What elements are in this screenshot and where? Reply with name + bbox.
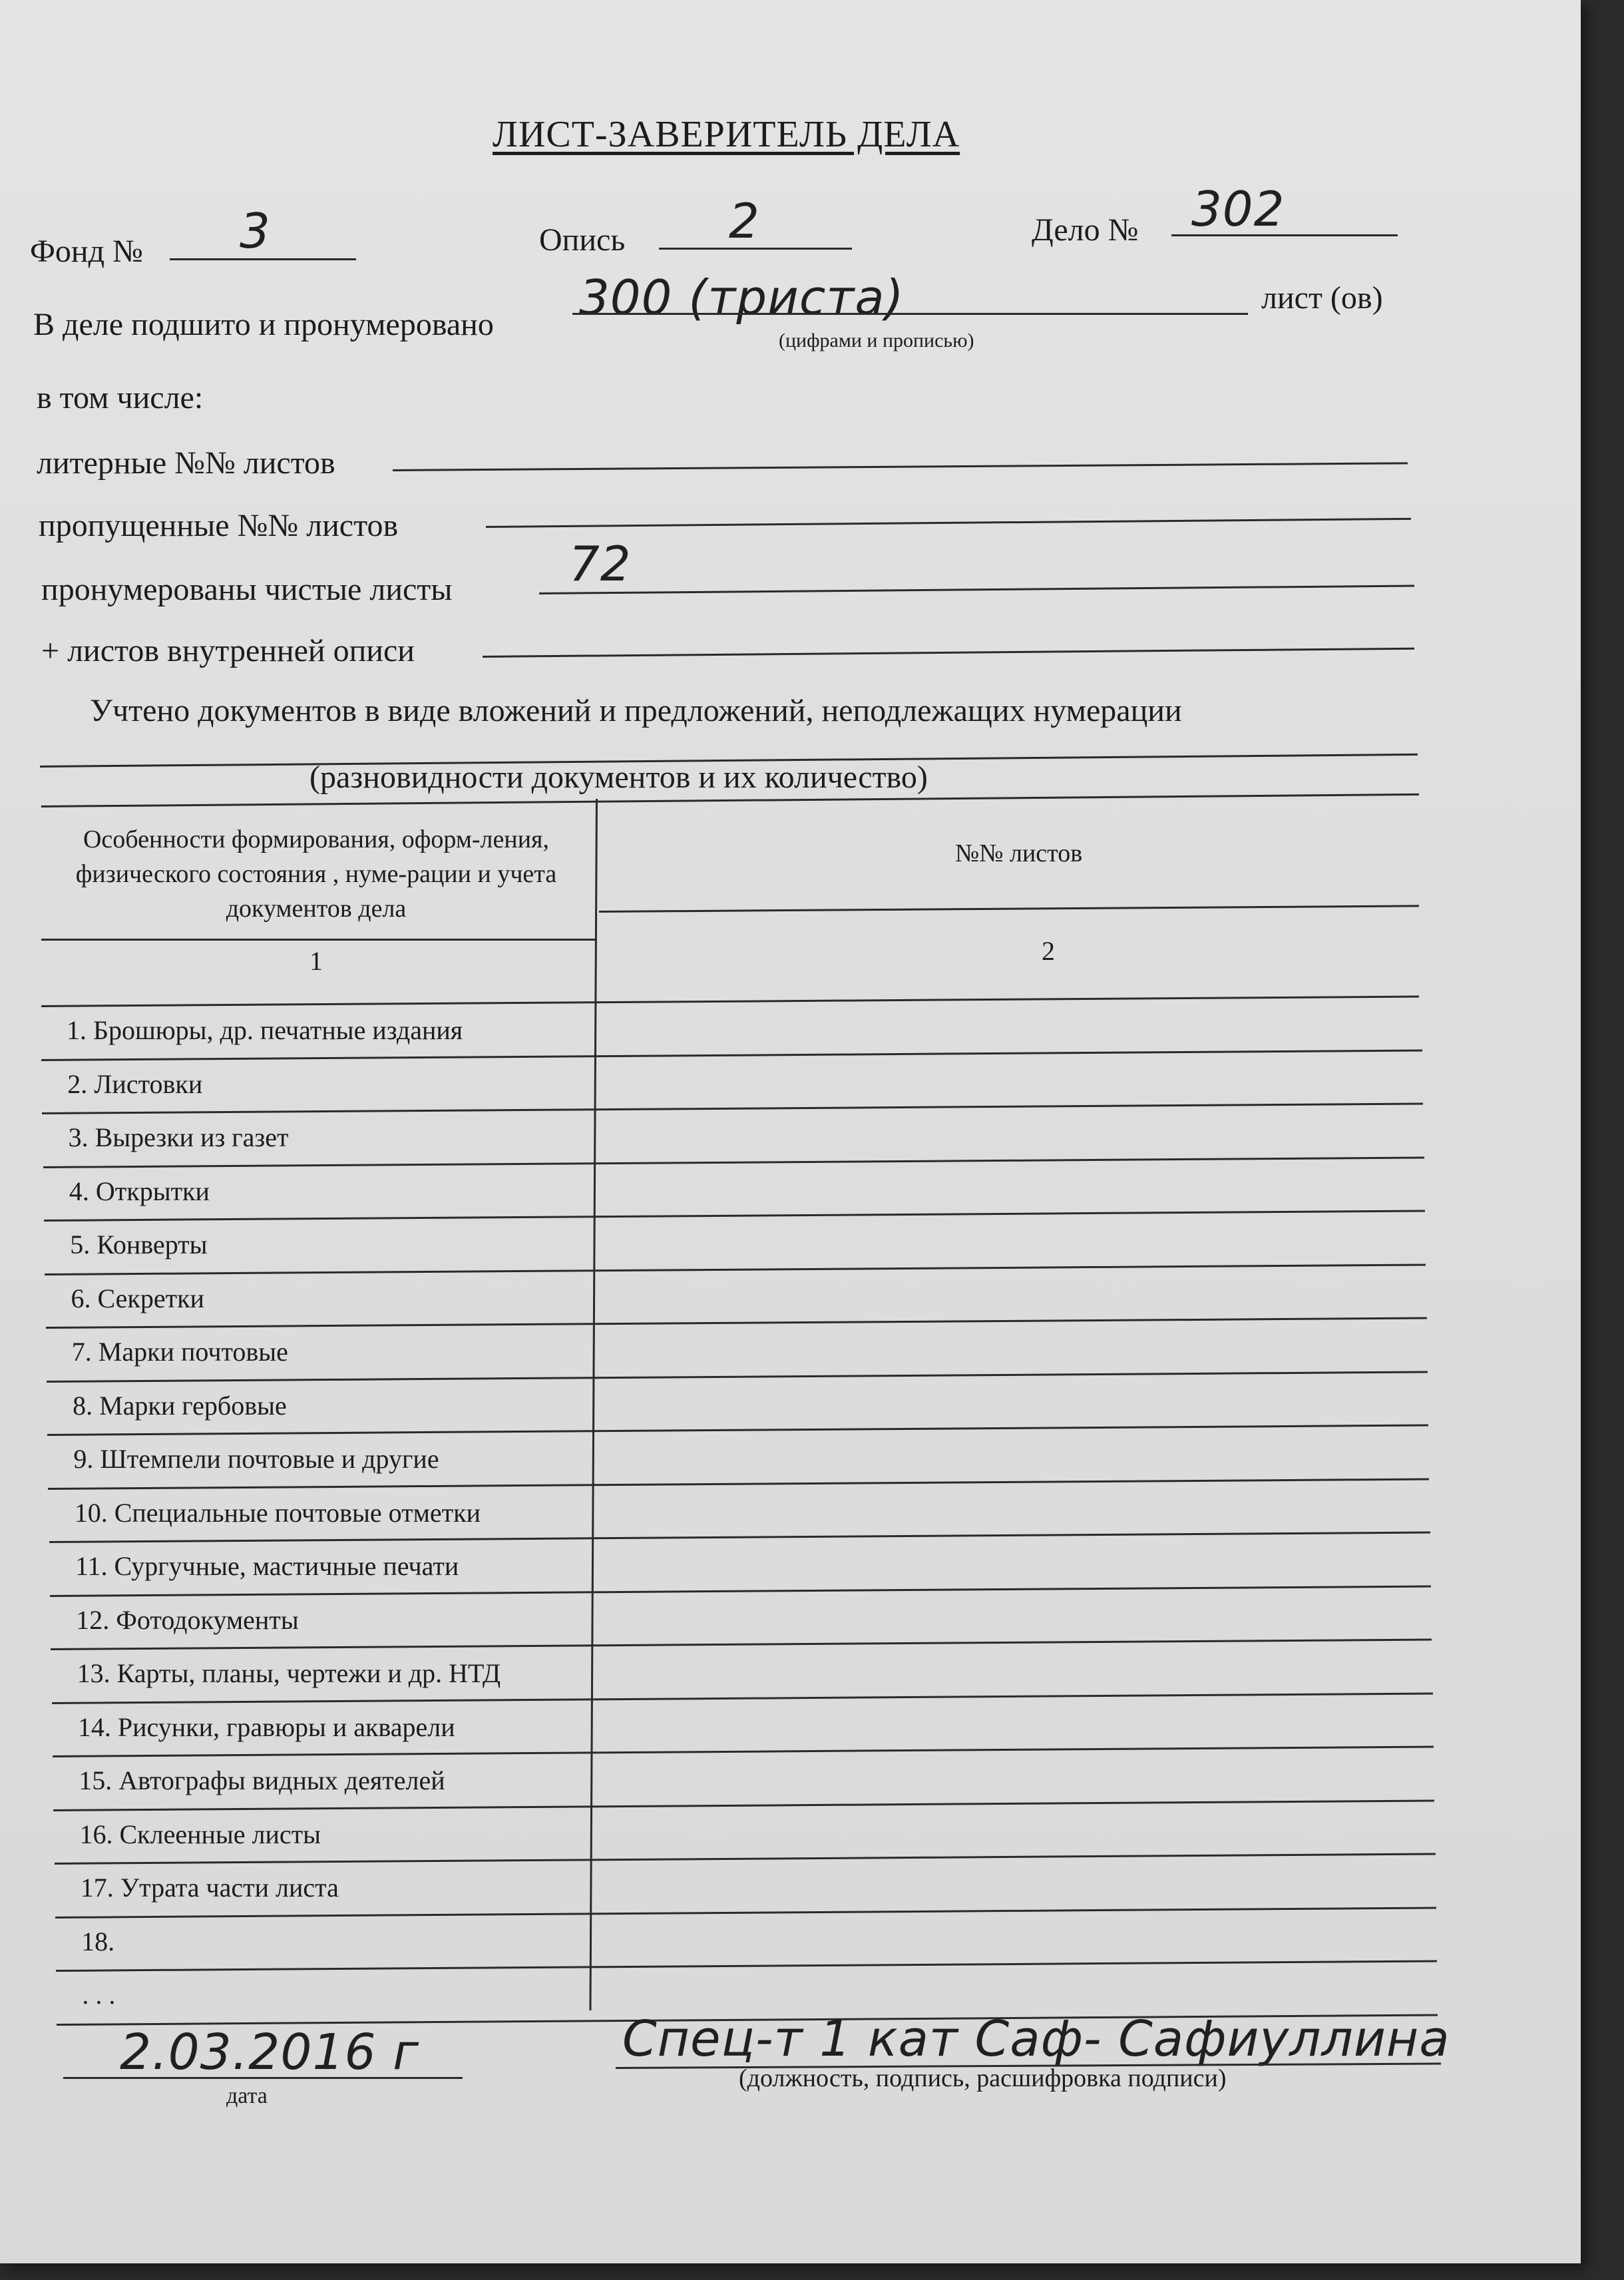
fond-value: 3 [240,203,271,259]
literal-label: литерные №№ листов [37,445,335,481]
table-row-border [56,1960,1437,1972]
signature-value: Спец-т 1 кат Саф- Сафиуллина [622,2010,1450,2068]
table-row-label: 1. Брошюры, др. печатные издания [67,1015,463,1045]
table-row-border [55,1907,1436,1918]
opis-value: 2 [729,193,760,249]
page-title: ЛИСТ-ЗАВЕРИТЕЛЬ ДЕЛА [493,114,960,155]
literal-underline [393,462,1408,471]
table-row-label: 18. [81,1926,115,1956]
table-row-label: . . . [82,1980,116,2010]
date-value: 2.03.2016 г [120,2024,420,2081]
table-row-border [49,1532,1430,1543]
table-row-border [42,1103,1423,1114]
table-row-border [45,1317,1426,1329]
table-header-col2: №№ листов [955,839,1083,867]
blank-underline [539,585,1414,594]
fond-underline [170,258,356,260]
table-row-label: 6. Секретки [71,1283,204,1313]
table-row-border [53,1746,1434,1757]
blank-value: 72 [569,536,632,592]
table-column-divider [589,799,598,2010]
inner-underline [483,648,1414,658]
table-row-border [54,1853,1435,1865]
sheets-hint: (цифрами и прописью) [779,330,974,351]
table-row-label: 8. Марки гербовые [73,1390,287,1421]
table-row-label: 3. Вырезки из газет [68,1122,289,1152]
attachments-hint: (разновидности документов и их количество) [309,760,928,795]
table-row-border [44,1210,1425,1222]
table-row-label: 4. Открытки [69,1176,210,1206]
table-row-border [41,1049,1422,1060]
missed-label: пропущенные №№ листов [39,508,399,543]
sheets-suffix: лист (ов) [1261,280,1383,316]
blank-label: пронумерованы чистые листы [41,572,453,607]
table-header-bottom-col1 [41,939,597,941]
delo-value: 302 [1191,181,1285,237]
date-label: дата [226,2084,268,2108]
table-row-border [47,1425,1428,1436]
table-row-label: 2. Листовки [67,1068,203,1099]
inner-label: + листов внутренней описи [41,633,415,668]
signature-label: (должность, подпись, расшифровка подписи) [739,2064,1227,2092]
sheets-value: 300 (триста) [579,270,905,326]
table-row-border [52,1692,1433,1704]
table-row-label: 13. Карты, планы, чертежи и др. НТД [77,1658,501,1688]
table-number-row-bottom [41,996,1419,1007]
sheets-underline [572,313,1248,315]
delo-underline [1171,234,1398,236]
table-col1-number: 1 [309,946,323,976]
opis-label: Опись [539,222,626,258]
opis-underline [659,248,852,250]
sheets-label: В деле подшито и пронумеровано [33,307,494,342]
table-row-border [45,1263,1426,1275]
table-row-border [47,1371,1428,1382]
table-row-label: 10. Специальные почтовые отметки [74,1497,481,1528]
table-row-label: 5. Конверты [70,1230,208,1259]
including-label: в том числе: [37,380,204,415]
missed-underline [486,518,1411,528]
table-header-col1: Особенности формирования, оформ-ления, физического состояния , нуме-рации и учета документов дела [75,825,557,923]
table-row-border [50,1585,1431,1596]
table-row-border [43,1156,1424,1168]
table-row-label: 14. Рисунки, гравюры и акварели [77,1711,455,1742]
table-row-label: 12. Фотодокументы [76,1604,299,1635]
table-header-col2-underline [599,905,1419,913]
delo-label: Дело № [1032,212,1139,248]
table-row-label: 17. Утрата части листа [80,1873,339,1903]
table-row-label: 16. Склеенные листы [79,1819,321,1849]
table-row-label: 15. Автографы видных деятелей [79,1765,445,1795]
table-top-border [41,794,1419,807]
table-row-label: 9. Штемпели почтовые и другие [73,1444,439,1474]
fond-label: Фонд № [30,234,143,269]
table-row-label: 11. Сургучные, мастичные печати [75,1551,459,1581]
date-underline [63,2077,463,2079]
attachments-label: Учтено документов в виде вложений и предложений, неподлежащих нумерации [90,693,1182,728]
table-row-label: 7. Марки почтовые [71,1337,288,1367]
table-row-border [51,1639,1432,1650]
table-row-border [53,1799,1434,1811]
table-col2-number: 2 [1042,936,1055,966]
table-row-border [48,1478,1429,1489]
